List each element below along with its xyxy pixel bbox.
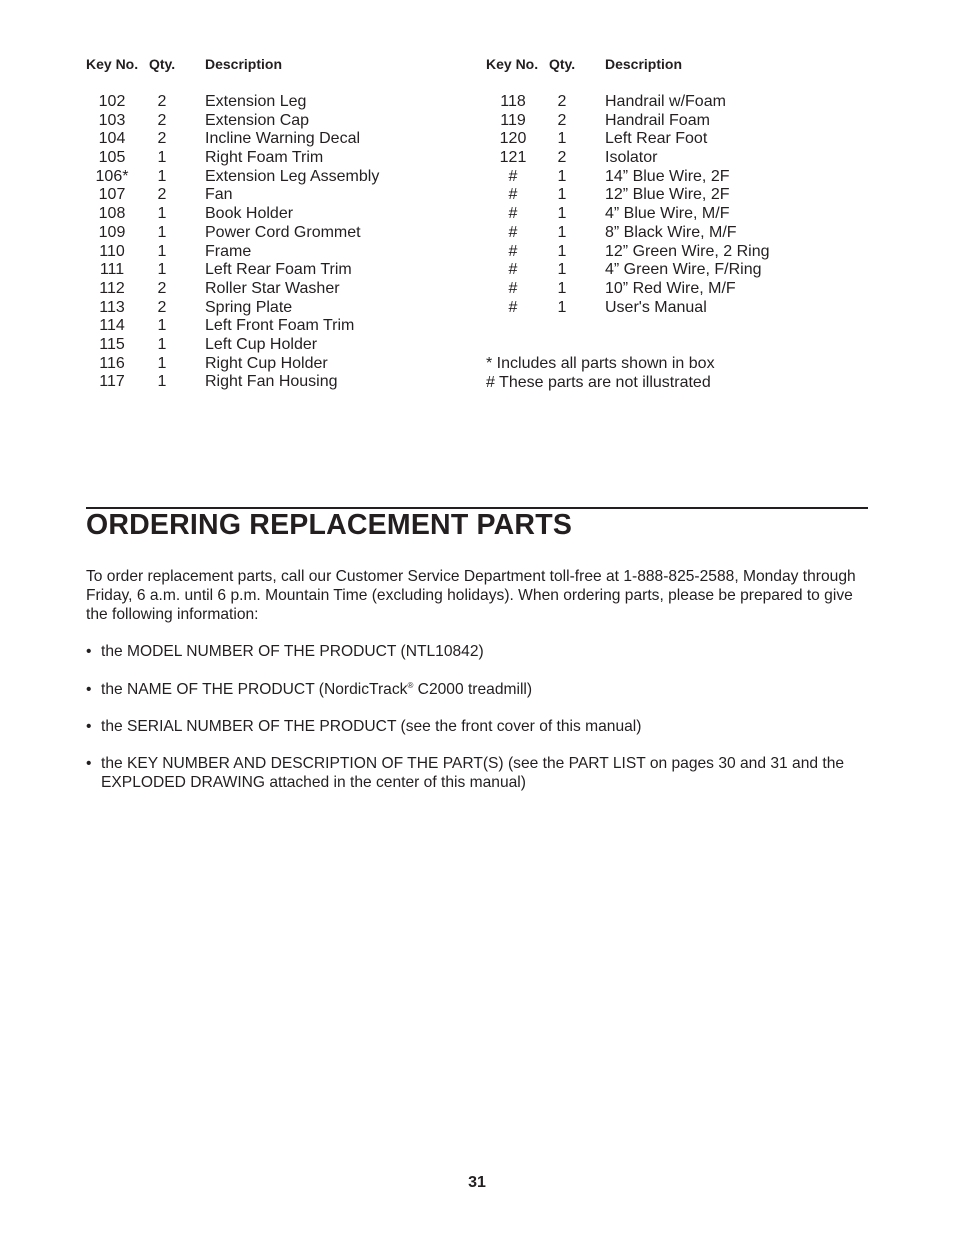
part-description: Right Foam Trim xyxy=(205,149,324,167)
part-quantity: 1 xyxy=(157,149,167,167)
part-description: 4” Green Wire, F/Ring xyxy=(605,261,762,279)
part-quantity: 1 xyxy=(557,242,567,260)
part-key-number: 105 xyxy=(98,149,126,167)
part-quantity: 1 xyxy=(557,279,567,297)
part-description: Extension Leg Assembly xyxy=(205,167,380,185)
left-header-key-no: Key No. xyxy=(86,56,139,72)
part-key-number: 113 xyxy=(99,298,125,316)
part-description: Left Front Foam Trim xyxy=(205,317,355,335)
part-key-number: 114 xyxy=(99,317,125,335)
part-description: Right Fan Housing xyxy=(205,373,338,391)
part-key-number: 119 xyxy=(500,111,526,129)
part-description: Power Cord Grommet xyxy=(205,223,361,241)
part-key-number: 111 xyxy=(99,261,125,279)
bullet-text xyxy=(101,680,861,699)
part-description: Right Cup Holder xyxy=(205,354,328,372)
part-key-number: # xyxy=(508,223,518,241)
ordering-paragraph: To order replacement parts, call our Customer Service Department toll-free at 1-888-825-2588, Monday through Friday, 6 a.m. until 6 p.m. Mountain Time (excluding holidays). When ordering parts, please be prepared to give the following information: xyxy=(86,568,856,623)
left-header-qty: Qty. xyxy=(149,56,176,72)
part-key-number: # xyxy=(508,298,518,316)
part-key-number: # xyxy=(508,242,518,260)
part-key-number: 104 xyxy=(98,130,126,148)
part-description: Handrail w/Foam xyxy=(605,93,726,110)
page-number: 31 xyxy=(468,1174,486,1191)
part-quantity: 1 xyxy=(157,317,167,335)
part-quantity: 1 xyxy=(157,354,167,372)
part-quantity: 2 xyxy=(157,279,167,297)
part-key-number: 103 xyxy=(98,111,126,129)
part-quantity: 2 xyxy=(157,298,167,316)
part-quantity: 2 xyxy=(557,111,567,129)
part-description: 12” Blue Wire, 2F xyxy=(605,186,730,204)
part-quantity: 1 xyxy=(557,223,567,241)
bullet-dot: • xyxy=(86,718,92,735)
bullet-text: the SERIAL NUMBER OF THE PRODUCT (see the front cover of this manual) xyxy=(101,718,642,735)
part-description: Incline Warning Decal xyxy=(205,130,361,148)
part-quantity: 1 xyxy=(557,130,567,148)
part-quantity: 1 xyxy=(157,373,167,391)
part-description: Left Rear Foot xyxy=(605,130,708,148)
part-description: Frame xyxy=(205,242,252,260)
part-description: Extension Cap xyxy=(205,111,310,129)
part-quantity: 1 xyxy=(157,242,167,260)
part-quantity: 1 xyxy=(157,223,167,241)
part-description: Left Cup Holder xyxy=(205,335,318,353)
part-description: Spring Plate xyxy=(205,298,293,316)
part-key-number: 102 xyxy=(98,93,126,110)
part-key-number: 106* xyxy=(95,167,129,185)
part-quantity: 1 xyxy=(557,298,567,316)
part-key-number: 109 xyxy=(98,223,126,241)
part-quantity: 1 xyxy=(557,261,567,279)
part-key-number: 121 xyxy=(499,149,527,167)
note-asterisk: * Includes all parts shown in box xyxy=(486,355,715,372)
part-description: Extension Leg xyxy=(205,93,307,110)
bullet-dot: • xyxy=(86,643,92,660)
part-quantity: 1 xyxy=(157,167,167,185)
part-quantity: 2 xyxy=(157,111,167,129)
part-quantity: 1 xyxy=(557,186,567,204)
part-key-number: 107 xyxy=(98,186,126,204)
bullet-text: the KEY NUMBER AND DESCRIPTION OF THE PART(S) (see the PART LIST on pages 30 and 31 and the EXPLODED DRAWING attached in the center of this manual) xyxy=(101,755,845,791)
part-description: 4” Blue Wire, M/F xyxy=(605,205,730,223)
part-key-number: 110 xyxy=(99,242,125,260)
part-quantity: 2 xyxy=(557,149,567,167)
part-description: Fan xyxy=(205,186,233,204)
part-key-number: 118 xyxy=(500,93,526,110)
right-header-description: Description xyxy=(605,56,683,72)
part-quantity: 1 xyxy=(157,261,167,279)
part-key-number: 120 xyxy=(499,130,527,148)
part-quantity: 1 xyxy=(557,167,567,185)
part-description: 10” Red Wire, M/F xyxy=(605,279,736,297)
part-key-number: 112 xyxy=(99,279,125,297)
bullet-text-part: the NAME OF THE PRODUCT (NordicTrack xyxy=(101,681,408,698)
part-key-number: 115 xyxy=(99,335,125,353)
part-key-number: # xyxy=(508,186,518,204)
part-key-number: 116 xyxy=(99,354,125,372)
part-description: 8” Black Wire, M/F xyxy=(605,223,737,241)
part-description: Isolator xyxy=(605,149,658,167)
part-description: 14” Blue Wire, 2F xyxy=(605,167,730,185)
note-hash: # These parts are not illustrated xyxy=(486,374,711,391)
part-key-number: # xyxy=(508,167,518,185)
part-quantity: 2 xyxy=(557,93,567,110)
part-key-number: 108 xyxy=(98,205,126,223)
part-key-number: # xyxy=(508,205,518,223)
part-quantity: 2 xyxy=(157,130,167,148)
part-description: Roller Star Washer xyxy=(205,279,340,297)
right-header-key-no: Key No. xyxy=(486,56,539,72)
part-description: Left Rear Foam Trim xyxy=(205,261,352,279)
right-header-qty: Qty. xyxy=(549,56,576,72)
left-header-description: Description xyxy=(205,56,283,72)
bullet-text: the MODEL NUMBER OF THE PRODUCT (NTL10842) xyxy=(101,643,484,660)
part-key-number: 117 xyxy=(99,373,125,391)
bullet-dot: • xyxy=(86,681,92,698)
registered-mark: ® xyxy=(407,680,414,690)
part-key-number: # xyxy=(508,261,518,279)
part-quantity: 1 xyxy=(557,205,567,223)
part-quantity: 1 xyxy=(157,335,167,353)
part-quantity: 1 xyxy=(157,205,167,223)
part-description: Book Holder xyxy=(205,205,294,223)
bullet-dot: • xyxy=(86,755,92,772)
part-description: 12” Green Wire, 2 Ring xyxy=(605,242,770,260)
part-key-number: # xyxy=(508,279,518,297)
part-description: User's Manual xyxy=(605,298,707,316)
part-quantity: 2 xyxy=(157,93,167,110)
part-description: Handrail Foam xyxy=(605,111,710,129)
bullet-text-part: C2000 treadmill) xyxy=(413,681,533,698)
part-quantity: 2 xyxy=(157,186,167,204)
section-title: ORDERING REPLACEMENT PARTS xyxy=(86,509,573,541)
